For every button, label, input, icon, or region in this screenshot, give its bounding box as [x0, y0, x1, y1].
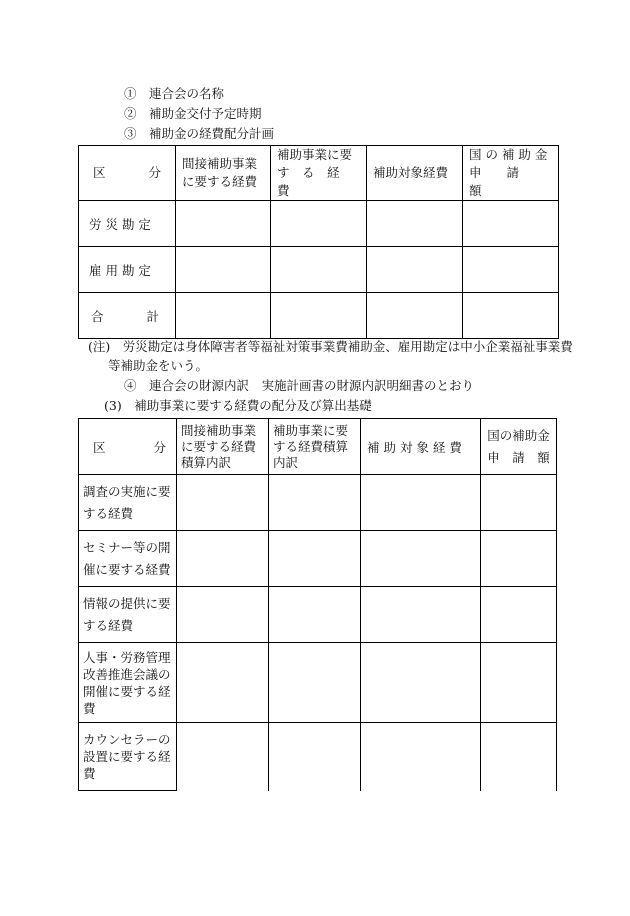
cell — [361, 643, 481, 723]
row-label-survey: 調査の実施に要 する経費 — [79, 475, 177, 531]
header-indirect-cost-breakdown: 間接補助事業 に要する経費 積算内訳 — [177, 419, 269, 475]
header-eligible-cost: 補 助 対 象 経 費 — [361, 419, 481, 475]
cell — [269, 531, 361, 587]
item-3: ③ 補助金の経費配分計画 — [124, 126, 275, 141]
cell — [463, 201, 559, 247]
cell — [361, 475, 481, 531]
cell — [361, 587, 481, 643]
cell — [481, 531, 557, 587]
item-4: ④ 連合会の財源内訳 実施計画書の財源内訳明細書のとおり — [124, 378, 475, 393]
cell — [367, 201, 463, 247]
cell — [177, 475, 269, 531]
cost-breakdown-table — [78, 418, 557, 791]
cell — [463, 247, 559, 293]
cell — [361, 531, 481, 587]
cell — [176, 247, 271, 293]
cell — [177, 587, 269, 643]
cell — [269, 723, 361, 791]
cell — [367, 247, 463, 293]
cell — [176, 293, 271, 339]
cell — [177, 531, 269, 587]
cell — [269, 475, 361, 531]
cell — [481, 475, 557, 531]
row-label-koyou: 雇 用 勘 定 — [79, 247, 176, 293]
note-line-1: (注) 労災勘定は身体障害者等福祉対策事業費補助金、雇用勘定は中小企業福祉事業費 — [88, 339, 573, 354]
row-label-rousai: 労 災 勘 定 — [79, 201, 176, 247]
note-line-2: 等補助金をいう。 — [108, 358, 209, 373]
header-project-cost-breakdown: 補助事業に要 する経費積算 内訳 — [269, 419, 361, 475]
cell — [481, 723, 557, 791]
cell — [176, 201, 271, 247]
row-label-hr-meeting: 人事・労務管理 改善推進会議の 開催に要する経 費 — [79, 643, 177, 723]
header-subsidy-request: 国の補助金 申 請 額 — [481, 419, 557, 475]
row-label-seminar: セミナー等の開 催に要する経費 — [79, 531, 177, 587]
cell — [367, 293, 463, 339]
cell — [271, 247, 367, 293]
cell — [463, 293, 559, 339]
item-1: ① 連合会の名称 — [124, 86, 225, 101]
cell — [271, 293, 367, 339]
cell — [361, 723, 481, 791]
header-kubun: 区 分 — [79, 419, 177, 475]
item-2: ② 補助金交付予定時期 — [124, 106, 262, 121]
header-project-cost: 補助事業に要 す る 経 費 — [271, 146, 367, 201]
header-kubun: 区 分 — [79, 146, 176, 201]
cell — [177, 643, 269, 723]
budget-allocation-table — [78, 145, 559, 339]
row-label-information: 情報の提供に要 する経費 — [79, 587, 177, 643]
cell — [481, 643, 557, 723]
cell — [269, 643, 361, 723]
cell — [271, 201, 367, 247]
cell — [177, 723, 269, 791]
header-indirect-cost: 間接補助事業 に要する経費 — [176, 146, 271, 201]
header-subsidy-request: 国 の 補 助 金 申 請 額 — [463, 146, 559, 201]
cell — [481, 587, 557, 643]
row-label-counselor: カウンセラーの 設置に要する経 費 — [79, 723, 177, 791]
header-eligible-cost: 補助対象経費 — [367, 146, 463, 201]
row-label-total: 合 計 — [79, 293, 176, 339]
section-3-heading: (3) 補助事業に要する経費の配分及び算出基礎 — [104, 398, 372, 413]
cell — [269, 587, 361, 643]
